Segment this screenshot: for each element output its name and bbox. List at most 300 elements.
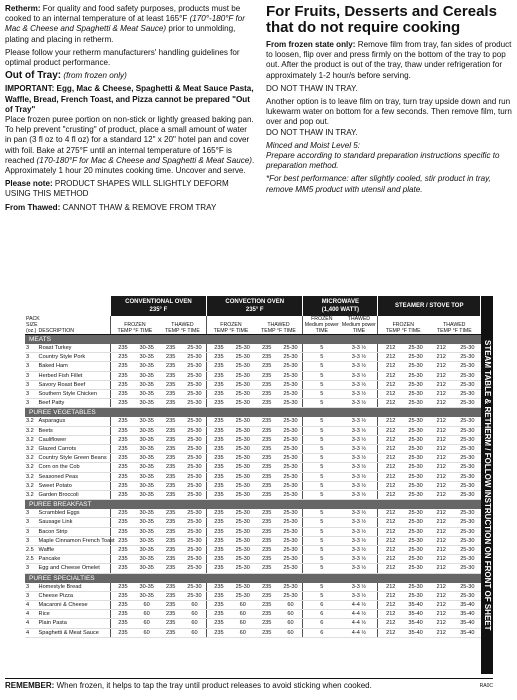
table-cell: 25-30 — [454, 536, 480, 545]
table-cell: 2.5 — [25, 555, 38, 564]
table-cell: 235 — [207, 371, 231, 380]
table-cell: 235 — [255, 362, 279, 371]
table-cell: 235 — [255, 509, 279, 518]
table-cell: 212 — [378, 435, 403, 444]
retherm-paragraph: Retherm: For quality and food safety purposes, products must be cooked to an internal temperature of at least 165°F (170°-180°F for Mac & Cheese and Spaghetti & Meat Sauce) prior to unmolding, plating and placing in retherm. — [5, 4, 245, 44]
section-title: MEATS — [25, 335, 481, 345]
table-cell: 3 — [25, 371, 38, 380]
table-cell: 212 — [378, 564, 403, 573]
table-cell: 25-30 — [403, 491, 428, 500]
table-cell: 3-3 ½ — [340, 555, 378, 564]
table-cell: 30-35 — [135, 591, 159, 600]
table-cell: 212 — [428, 509, 454, 518]
table-cell: 5 — [303, 546, 341, 555]
table-cell: Waffle — [38, 546, 111, 555]
table-cell: 235 — [111, 619, 135, 628]
table-cell: 25-30 — [403, 564, 428, 573]
table-cell: 25-30 — [403, 481, 428, 490]
table-cell: 235 — [159, 527, 183, 536]
table-cell: Spaghetti & Meat Sauce — [38, 628, 111, 637]
table-cell: 30-35 — [135, 583, 159, 592]
table-cell: 3 — [25, 564, 38, 573]
table-cell: 235 — [111, 518, 135, 527]
table-cell: 30-35 — [135, 445, 159, 454]
table-cell: 25-30 — [403, 509, 428, 518]
table-cell: 212 — [428, 472, 454, 481]
table-cell: 212 — [428, 628, 454, 637]
table-cell: Sweet Potato — [38, 481, 111, 490]
table-cell: 235 — [111, 353, 135, 362]
table-cell: 25-30 — [454, 481, 480, 490]
table-cell: 25-30 — [454, 518, 480, 527]
table-cell: 25-30 — [279, 362, 303, 371]
table-cell: 3-3 ½ — [340, 583, 378, 592]
table-cell: 60 — [183, 610, 207, 619]
table-cell: 235 — [207, 555, 231, 564]
table-cell: 5 — [303, 472, 341, 481]
table-cell: Baked Ham — [38, 362, 111, 371]
table-cell: 25-30 — [231, 583, 255, 592]
table-cell: 25-30 — [279, 353, 303, 362]
table-cell: 25-30 — [403, 463, 428, 472]
table-cell: 25-30 — [403, 583, 428, 592]
table-cell: 3 — [25, 344, 38, 353]
cooking-table-grid — [25, 296, 481, 638]
table-cell: 5 — [303, 417, 341, 426]
table-row — [25, 399, 481, 408]
table-cell: 3-3 ½ — [340, 380, 378, 389]
table-cell: 5 — [303, 463, 341, 472]
table-cell: 25-30 — [279, 536, 303, 545]
table-cell: 212 — [378, 417, 403, 426]
table-cell: 235 — [255, 390, 279, 399]
table-cell: 3-3 ½ — [340, 399, 378, 408]
table-cell: 25-30 — [403, 546, 428, 555]
table-cell: 25-30 — [183, 518, 207, 527]
pack-size-header: PACK SIZE (oz.) — [26, 316, 40, 334]
table-cell: 3-3 ½ — [340, 390, 378, 399]
table-cell: 25-30 — [183, 435, 207, 444]
table-cell: 25-30 — [403, 390, 428, 399]
table-cell: 25-30 — [403, 472, 428, 481]
table-cell: 25-30 — [403, 555, 428, 564]
table-cell: 5 — [303, 435, 341, 444]
table-cell: 25-30 — [231, 454, 255, 463]
another-option: Another option is to leave film on tray, turn tray upside down and run lukewarm water on bottom for a few seconds. Then remove film, turn over and pop out. — [266, 97, 512, 127]
table-cell: 235 — [159, 583, 183, 592]
table-cell: 235 — [255, 518, 279, 527]
table-cell: 212 — [378, 481, 403, 490]
table-cell: 25-30 — [183, 591, 207, 600]
table-cell: 212 — [428, 564, 454, 573]
important-note: IMPORTANT: Egg, Mac & Cheese, Spaghetti & Meat Sauce Pasta, Waffle, Bread, French Toast, and Pizza cannot be prepared "Out of Tray" — [5, 84, 254, 114]
table-row — [25, 583, 481, 592]
table-cell: 60 — [279, 619, 303, 628]
conv-frozen-header: FROZEN TEMP °F TIME — [111, 316, 159, 335]
table-cell: 25-30 — [279, 591, 303, 600]
instructions-area — [0, 0, 517, 290]
table-cell: 235 — [255, 463, 279, 472]
table-cell: 212 — [378, 583, 403, 592]
table-cell: 212 — [378, 610, 403, 619]
convec-thawed-header: THAWED TEMP °F TIME — [255, 316, 303, 335]
table-cell: Savory Roast Beef — [38, 380, 111, 389]
table-cell: 235 — [255, 399, 279, 408]
table-cell: 235 — [111, 390, 135, 399]
table-cell: Beef Patty — [38, 399, 111, 408]
table-cell: 60 — [231, 610, 255, 619]
table-cell: Garden Broccoli — [38, 491, 111, 500]
table-cell: 25-30 — [403, 399, 428, 408]
table-cell: 25-30 — [183, 536, 207, 545]
table-cell: 25-30 — [403, 527, 428, 536]
table-cell: 235 — [111, 380, 135, 389]
table-cell: 212 — [428, 591, 454, 600]
table-cell: 212 — [378, 491, 403, 500]
table-cell: 3 — [25, 399, 38, 408]
table-cell: 5 — [303, 509, 341, 518]
table-cell: 3-3 ½ — [340, 417, 378, 426]
table-cell: 25-30 — [279, 426, 303, 435]
table-cell: 212 — [428, 344, 454, 353]
table-cell: 35-40 — [454, 601, 480, 610]
table-cell: 235 — [255, 353, 279, 362]
table-cell: 235 — [159, 509, 183, 518]
table-cell: 4 — [25, 610, 38, 619]
table-cell: 5 — [303, 454, 341, 463]
table-cell: 25-30 — [279, 564, 303, 573]
table-cell: 60 — [135, 601, 159, 610]
table-cell: 25-30 — [454, 463, 480, 472]
table-cell: 235 — [111, 371, 135, 380]
table-cell: 25-30 — [454, 362, 480, 371]
description-header: DESCRIPTION — [38, 316, 111, 335]
table-cell: 212 — [428, 380, 454, 389]
table-cell: 3.2 — [25, 417, 38, 426]
table-cell: 25-30 — [403, 435, 428, 444]
table-cell: 30-35 — [135, 527, 159, 536]
table-cell: 3-3 ½ — [340, 509, 378, 518]
table-cell: 3-3 ½ — [340, 546, 378, 555]
table-cell: 3-3 ½ — [340, 344, 378, 353]
table-cell: 4-4 ½ — [340, 601, 378, 610]
table-cell: 4-4 ½ — [340, 619, 378, 628]
table-cell: 235 — [111, 344, 135, 353]
microwave-header: MICROWAVE (1,400 WATT) — [303, 296, 378, 316]
table-cell: 25-30 — [279, 390, 303, 399]
table-cell: 212 — [378, 527, 403, 536]
table-cell: 212 — [428, 362, 454, 371]
table-cell: Scrambled Eggs — [38, 509, 111, 518]
table-cell: 4-4 ½ — [340, 610, 378, 619]
table-cell: 25-30 — [279, 380, 303, 389]
table-cell: 235 — [207, 472, 231, 481]
table-cell: 235 — [111, 591, 135, 600]
table-cell: 235 — [159, 454, 183, 463]
table-cell: 235 — [207, 344, 231, 353]
table-cell: 235 — [207, 491, 231, 500]
table-cell: 235 — [255, 583, 279, 592]
table-cell: 60 — [231, 628, 255, 637]
table-row — [25, 591, 481, 600]
table-cell: 235 — [159, 518, 183, 527]
table-cell: 235 — [207, 628, 231, 637]
table-cell: 235 — [255, 546, 279, 555]
table-cell: 25-30 — [454, 591, 480, 600]
table-cell: 212 — [378, 619, 403, 628]
table-cell: 212 — [428, 454, 454, 463]
table-cell: 235 — [111, 610, 135, 619]
table-cell: 235 — [255, 472, 279, 481]
table-cell: 25-30 — [454, 399, 480, 408]
table-cell: 5 — [303, 481, 341, 490]
table-cell: 235 — [207, 619, 231, 628]
conventional-oven-header: CONVENTIONAL OVEN 235° F — [111, 296, 207, 316]
table-cell: 25-30 — [231, 463, 255, 472]
table-cell: 30-35 — [135, 344, 159, 353]
table-cell: 235 — [111, 564, 135, 573]
steamer-header: STEAMER / STOVE TOP — [378, 296, 481, 316]
table-cell: 25-30 — [403, 426, 428, 435]
table-body — [25, 335, 481, 638]
table-cell: Country Style Pork — [38, 353, 111, 362]
table-cell: Country Style Green Beans — [38, 454, 111, 463]
table-cell: 235 — [207, 509, 231, 518]
table-cell: 30-35 — [135, 536, 159, 545]
table-cell: 30-35 — [135, 564, 159, 573]
table-cell: 235 — [159, 390, 183, 399]
table-cell: 3 — [25, 509, 38, 518]
table-cell: 235 — [255, 527, 279, 536]
table-cell: 235 — [111, 509, 135, 518]
table-cell: 235 — [111, 628, 135, 637]
table-cell: 25-30 — [231, 546, 255, 555]
table-cell: 25-30 — [231, 527, 255, 536]
table-cell: 25-30 — [454, 390, 480, 399]
table-cell: 3.2 — [25, 454, 38, 463]
table-cell: 25-30 — [231, 399, 255, 408]
table-cell: 3 — [25, 583, 38, 592]
table-cell: 25-30 — [403, 591, 428, 600]
table-cell: 25-30 — [183, 527, 207, 536]
table-cell: 235 — [207, 591, 231, 600]
table-cell: 60 — [279, 601, 303, 610]
table-cell: 3 — [25, 353, 38, 362]
table-cell: 25-30 — [279, 399, 303, 408]
table-row — [25, 546, 481, 555]
table-cell: 212 — [378, 371, 403, 380]
table-cell: 235 — [207, 610, 231, 619]
table-cell: 25-30 — [231, 491, 255, 500]
table-cell: 3-3 ½ — [340, 454, 378, 463]
table-cell: 30-35 — [135, 417, 159, 426]
table-cell: 212 — [428, 371, 454, 380]
table-cell: 60 — [231, 619, 255, 628]
table-cell: 25-30 — [231, 555, 255, 564]
table-cell: 60 — [279, 610, 303, 619]
table-cell: 30-35 — [135, 399, 159, 408]
table-cell: 235 — [111, 445, 135, 454]
table-cell: 235 — [159, 546, 183, 555]
table-cell: 235 — [159, 472, 183, 481]
table-cell: 235 — [111, 481, 135, 490]
table-cell: Plain Pasta — [38, 619, 111, 628]
table-cell: 25-30 — [403, 380, 428, 389]
table-cell: 25-30 — [183, 426, 207, 435]
table-cell: 212 — [378, 362, 403, 371]
table-cell: 235 — [255, 491, 279, 500]
table-cell: 235 — [207, 601, 231, 610]
table-cell: 30-35 — [135, 491, 159, 500]
table-cell: 25-30 — [279, 509, 303, 518]
table-cell: 5 — [303, 390, 341, 399]
table-cell: 25-30 — [454, 445, 480, 454]
table-cell: 235 — [255, 344, 279, 353]
table-cell: 3.2 — [25, 491, 38, 500]
table-cell: 235 — [207, 417, 231, 426]
table-cell: 212 — [428, 518, 454, 527]
table-cell: 212 — [378, 472, 403, 481]
table-cell: 5 — [303, 380, 341, 389]
table-row — [25, 371, 481, 380]
table-cell: 5 — [303, 555, 341, 564]
table-cell: 212 — [378, 628, 403, 637]
table-cell: 235 — [207, 564, 231, 573]
section-header — [25, 335, 481, 345]
table-row — [25, 628, 481, 637]
table-cell: 212 — [378, 463, 403, 472]
table-cell: 35-40 — [403, 610, 428, 619]
conv-thawed-header: THAWED TEMP °F TIME — [159, 316, 207, 335]
do-not-thaw: DO NOT THAW IN TRAY. — [266, 83, 358, 93]
table-cell: 25-30 — [454, 472, 480, 481]
table-cell: 60 — [231, 601, 255, 610]
table-cell: 235 — [207, 445, 231, 454]
table-cell: 35-40 — [403, 601, 428, 610]
table-cell: 25-30 — [403, 417, 428, 426]
table-cell: 25-30 — [231, 426, 255, 435]
table-cell: 25-30 — [454, 353, 480, 362]
table-cell: 5 — [303, 445, 341, 454]
best-performance: *For best performance: after slightly cooled, stir product in tray, remove MM5 product with utensil and plate. — [266, 174, 491, 194]
table-cell: 25-30 — [231, 481, 255, 490]
table-cell: 25-30 — [183, 380, 207, 389]
table-cell: 25-30 — [279, 518, 303, 527]
table-cell: 25-30 — [279, 435, 303, 444]
table-cell: 212 — [378, 445, 403, 454]
table-cell: 212 — [378, 380, 403, 389]
table-cell: 212 — [428, 463, 454, 472]
table-cell: 235 — [159, 555, 183, 564]
table-cell: 212 — [428, 426, 454, 435]
table-cell: 235 — [159, 445, 183, 454]
table-cell: 3-3 ½ — [340, 371, 378, 380]
table-cell: 3.2 — [25, 426, 38, 435]
table-cell: 235 — [255, 564, 279, 573]
table-row — [25, 518, 481, 527]
left-column — [5, 4, 255, 216]
table-cell: 5 — [303, 583, 341, 592]
table-cell: 235 — [207, 463, 231, 472]
table-cell: 30-35 — [135, 454, 159, 463]
table-cell: Roast Turkey — [38, 344, 111, 353]
table-cell: 235 — [207, 454, 231, 463]
table-cell: 25-30 — [279, 481, 303, 490]
table-cell: 235 — [159, 362, 183, 371]
micro-frozen-header: FROZEN Medium power TIME — [303, 316, 341, 335]
table-cell: 235 — [111, 583, 135, 592]
table-cell: 25-30 — [454, 435, 480, 444]
table-cell: 212 — [428, 536, 454, 545]
table-cell: 3 — [25, 362, 38, 371]
table-cell: 5 — [303, 536, 341, 545]
table-cell: 25-30 — [403, 344, 428, 353]
table-cell: 5 — [303, 371, 341, 380]
table-cell: 25-30 — [454, 371, 480, 380]
group-header-row — [25, 296, 481, 316]
table-cell: 212 — [428, 399, 454, 408]
table-cell: 235 — [159, 619, 183, 628]
table-cell: 3-3 ½ — [340, 362, 378, 371]
table-cell: 235 — [207, 546, 231, 555]
table-cell: 235 — [111, 454, 135, 463]
table-cell: 212 — [378, 399, 403, 408]
table-cell: 235 — [159, 435, 183, 444]
table-cell: 25-30 — [231, 353, 255, 362]
table-cell: 212 — [428, 353, 454, 362]
table-cell: 25-30 — [231, 435, 255, 444]
table-cell: 25-30 — [279, 491, 303, 500]
table-cell: 25-30 — [231, 472, 255, 481]
do-not-thaw-2: DO NOT THAW IN TRAY. — [266, 127, 358, 137]
table-cell: 25-30 — [279, 583, 303, 592]
table-cell: 235 — [159, 380, 183, 389]
table-cell: 235 — [207, 380, 231, 389]
table-cell: 25-30 — [183, 555, 207, 564]
section-header — [25, 573, 481, 583]
table-cell: 3-3 ½ — [340, 435, 378, 444]
table-cell: 212 — [428, 583, 454, 592]
table-cell: 2.5 — [25, 546, 38, 555]
table-cell: 25-30 — [279, 472, 303, 481]
table-row — [25, 610, 481, 619]
steam-thawed-header: THAWED TEMP °F TIME — [428, 316, 480, 335]
table-cell: 235 — [159, 399, 183, 408]
table-cell: 25-30 — [231, 445, 255, 454]
table-cell: 25-30 — [403, 518, 428, 527]
table-cell: 5 — [303, 362, 341, 371]
table-row — [25, 527, 481, 536]
table-cell: 212 — [378, 591, 403, 600]
table-cell: 235 — [159, 628, 183, 637]
table-cell: 25-30 — [403, 353, 428, 362]
out-of-tray-heading: Out of Tray: (from frozen only) — [5, 70, 127, 82]
table-cell: Macaroni & Cheese — [38, 601, 111, 610]
table-cell: 60 — [183, 628, 207, 637]
table-cell: 25-30 — [231, 509, 255, 518]
table-cell: 235 — [111, 527, 135, 536]
table-cell: 25-30 — [279, 463, 303, 472]
table-cell: 5 — [303, 518, 341, 527]
table-cell: 25-30 — [183, 344, 207, 353]
table-cell: Homestyle Bread — [38, 583, 111, 592]
cooking-table — [25, 296, 481, 638]
table-cell: 5 — [303, 426, 341, 435]
table-cell: Pancake — [38, 555, 111, 564]
table-cell: Cheese Pizza — [38, 591, 111, 600]
table-cell: 60 — [183, 601, 207, 610]
table-cell: 25-30 — [183, 417, 207, 426]
